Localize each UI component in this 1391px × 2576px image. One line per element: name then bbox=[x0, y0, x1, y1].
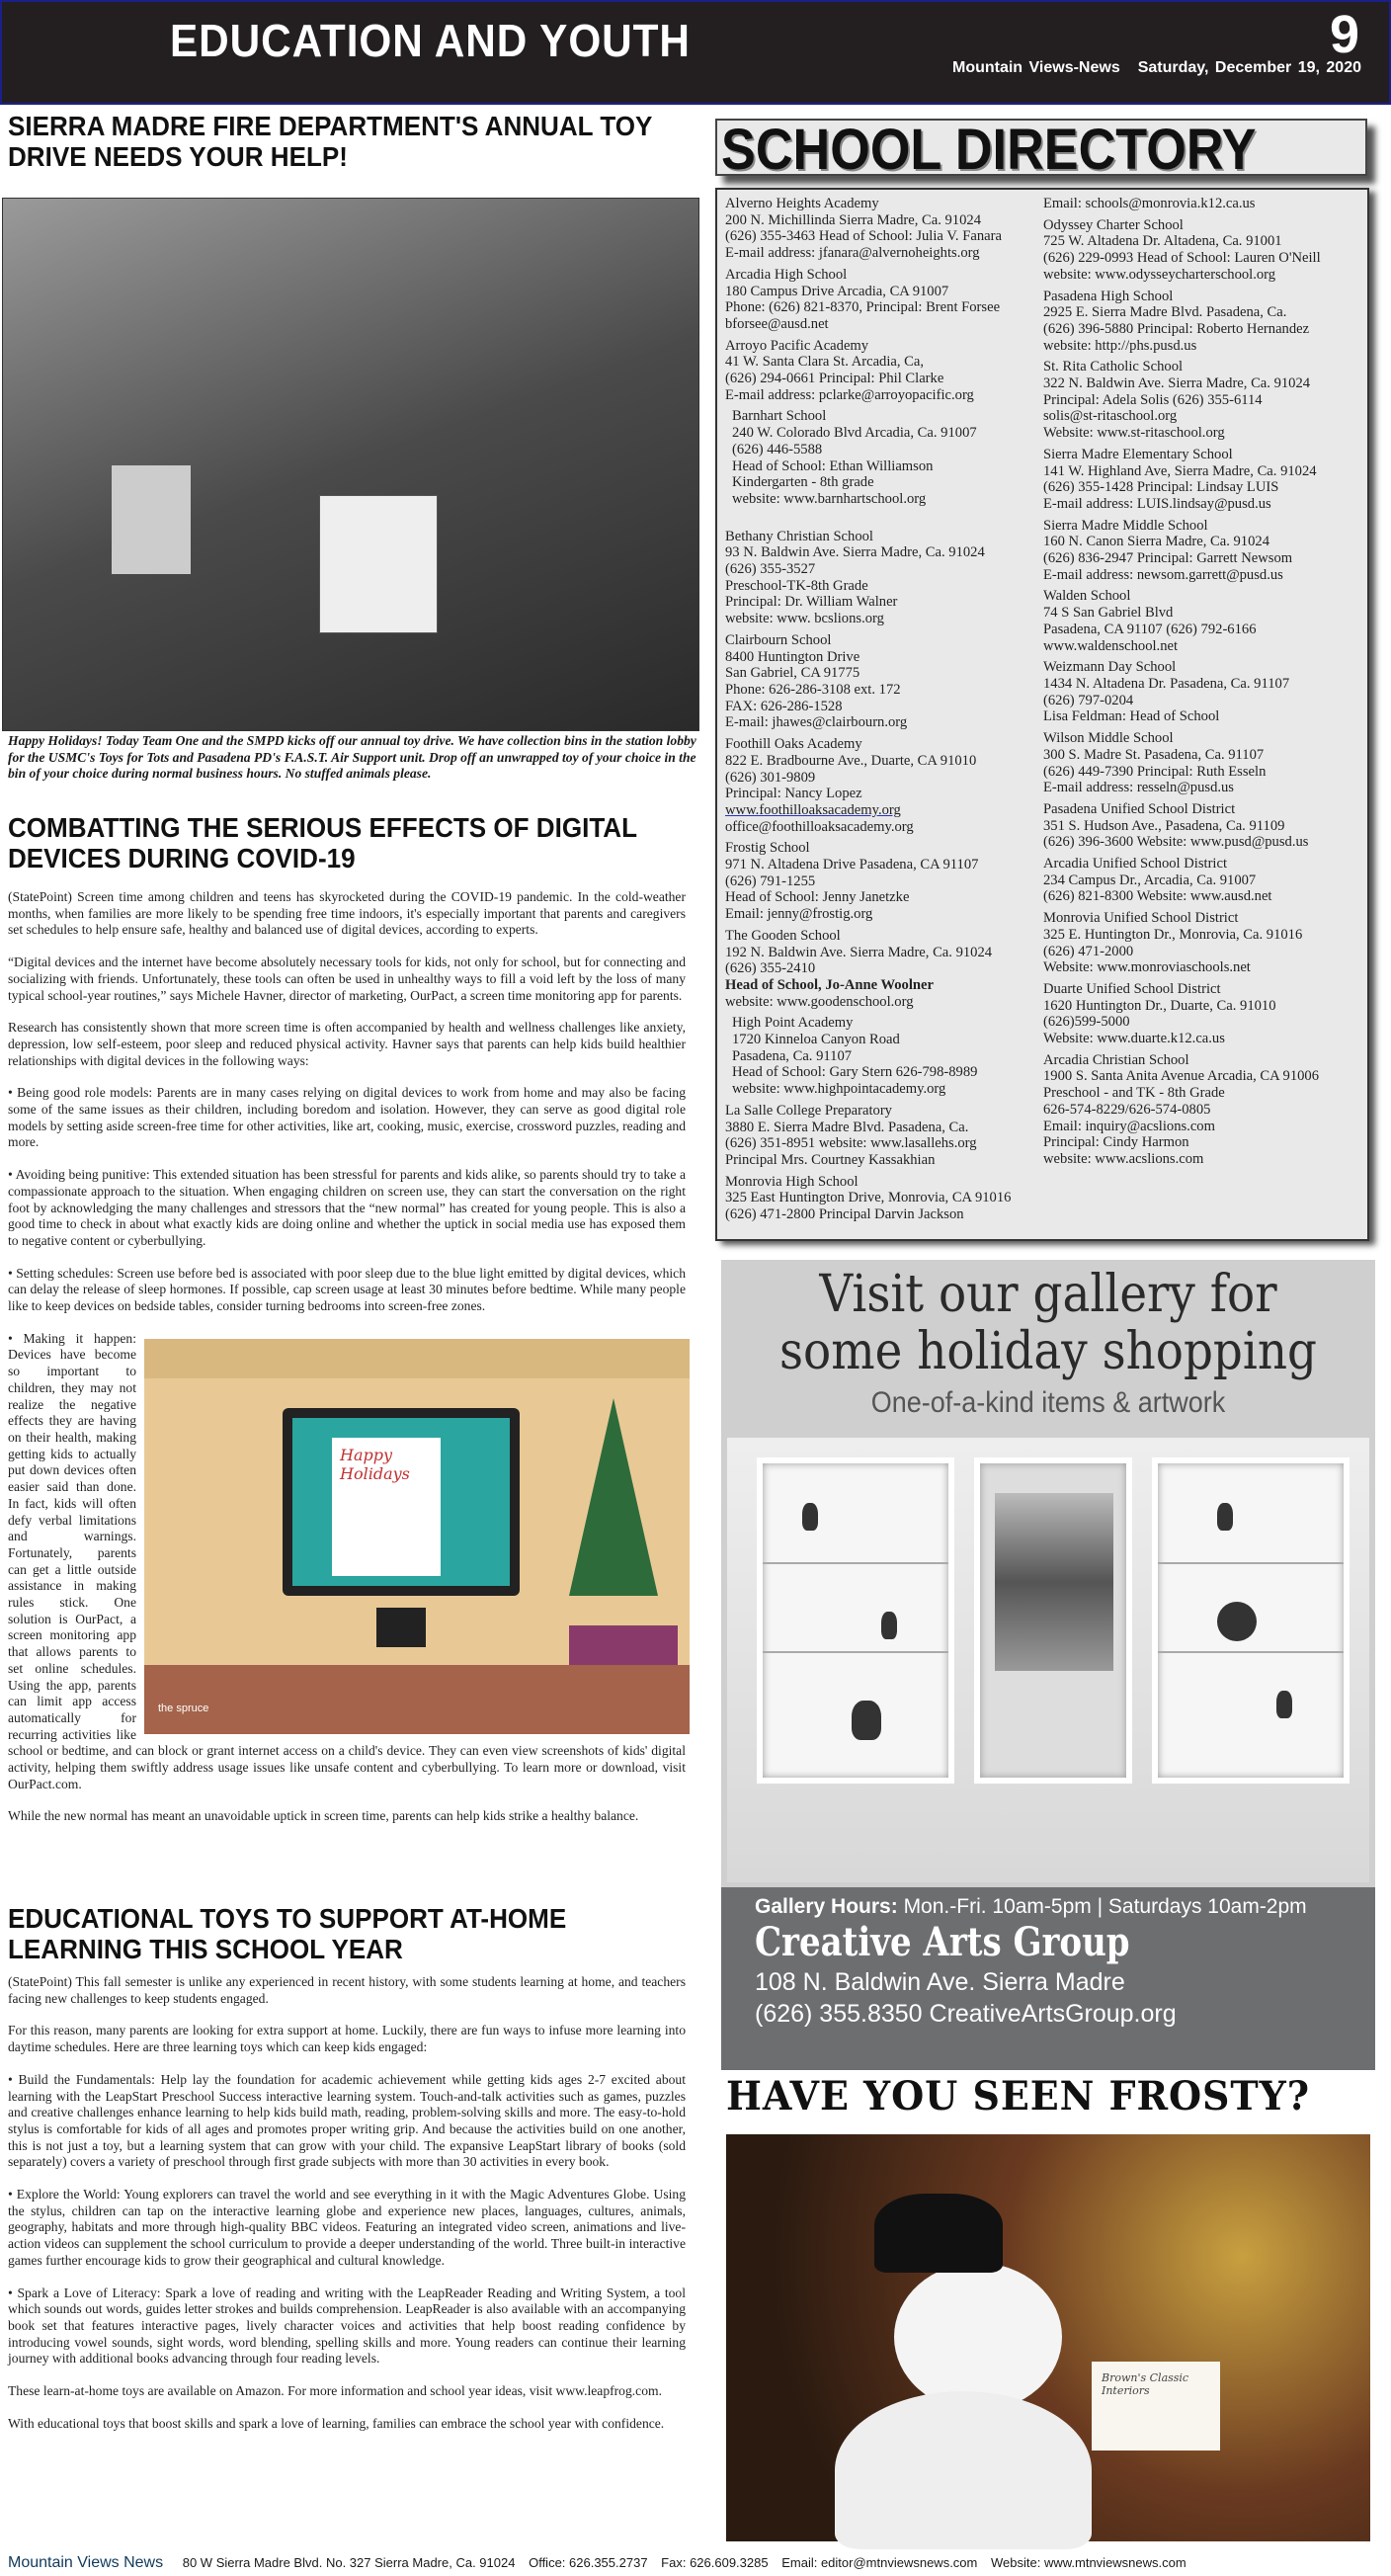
article-paragraph: • Setting schedules: Screen use before bed is associated with poor sleep due to the blue light emitted by digital devices, which can delay the release of sleep hormones. If possible, cap screen usage at least 30 minutes before bedtime. While many people like to keep devices on bedside tables, consider turning bedrooms into screen-free zones. bbox=[8, 1265, 686, 1314]
holiday-card: Happy Holidays bbox=[332, 1438, 441, 1576]
school-detail: (626) 396-5880 Principal: Roberto Hernandez bbox=[1043, 320, 1310, 337]
directory-entry bbox=[725, 408, 1043, 523]
school-detail: (626) 351-8951 website: www.lasallehs.org bbox=[725, 1135, 977, 1152]
school-name: Bethany Christian School bbox=[725, 528, 873, 544]
school-detail: 322 N. Baldwin Ave. Sierra Madre, Ca. 91024 bbox=[1043, 375, 1311, 392]
directory-entry bbox=[725, 1103, 1043, 1169]
christmas-tree bbox=[569, 1398, 658, 1596]
directory-entry bbox=[1043, 359, 1361, 442]
article-paragraph: While the new normal has meant an unavoidable uptick in screen time, parents can help kids strike a healthy balance. bbox=[8, 1808, 639, 1824]
school-detail: E-mail address: pclarke@arroyopacific.org bbox=[725, 386, 974, 403]
directory-entry bbox=[725, 928, 1043, 1011]
directory-entry bbox=[725, 840, 1043, 923]
school-detail: website: www. bcslions.org bbox=[725, 611, 884, 627]
gallery-ad-subtitle: One-of-a-kind items & artwork bbox=[870, 1386, 1226, 1419]
article-paragraph: • Making it happen: Devices have become so important to children, they may not realize the negative effects they are having on their health, making getting kids to actually put down devices often easier said than done. In fact, kids will often defy verbal limitations and warnings. Fortunately, parents can get a little outside assistance in making rules stick. One solution is OurPact, a screen monitoring app that allows parents to set online schedules. Using the app, parents can limit app access automatically for recurring activities like school or bedtime, and can block or grant internet access on a child's device. They can even view screenshots of kids' digital activity, helping them swiftly address usage issues like unsafe content and cyberbullying. To learn more or download, visit OurPact.com. bbox=[8, 1330, 686, 1791]
school-detail: (626) 396-3600 Website: www.pusd@pusd.us bbox=[1043, 834, 1309, 851]
directory-entry bbox=[1043, 910, 1361, 976]
school-name: St. Rita Catholic School bbox=[1043, 359, 1184, 375]
school-detail bbox=[732, 508, 1043, 524]
gallery-name: Creative Arts Group bbox=[755, 1919, 1130, 1965]
school-detail: 325 East Huntington Drive, Monrovia, CA 91016 bbox=[725, 1190, 1012, 1206]
directory-entry bbox=[1043, 981, 1361, 1047]
article-paragraph: • Spark a Love of Literacy: Spark a love of reading and writing with the LeapReader Reading and Writing System, a tool which sounds out words, guides letter strokes and builds comprehension. LeapReader is also available with an accompanying book set that features interactive pages, lively character voices and activities that help boost reading confidence by introducing vowel sounds, sight words, word blending, spelling skills and more. Young readers can continue their learning journey with additional books advancing through four reading levels. bbox=[8, 2285, 686, 2367]
school-detail: Preschool-TK-8th Grade bbox=[725, 577, 868, 594]
frosty-headline: HAVE YOU SEEN FROSTY? bbox=[726, 2073, 1310, 2119]
school-detail: Head of School: Ethan Williamson bbox=[732, 457, 934, 474]
school-name: Walden School bbox=[1043, 588, 1131, 605]
school-detail: E-mail address: resseln@pusd.us bbox=[1043, 780, 1234, 796]
school-detail: E-mail: jhawes@clairbourn.org bbox=[725, 714, 908, 731]
directory-entry bbox=[725, 267, 1043, 333]
school-name: Arroyo Pacific Academy bbox=[725, 337, 869, 354]
footer-website[interactable]: Website: www.mtnviewsnews.com bbox=[991, 2555, 1186, 2570]
school-detail: (626)599-5000 bbox=[1043, 1014, 1130, 1031]
article-paragraph: These learn-at-home toys are available on Amazon. For more information and school year ideas, visit www.leapfrog.com. bbox=[8, 2383, 662, 2399]
gallery-advertisement bbox=[721, 1260, 1375, 2070]
school-name: Frostig School bbox=[725, 840, 810, 857]
directory-entry bbox=[1043, 1052, 1361, 1168]
school-detail: Website: www.monroviaschools.net bbox=[1043, 959, 1251, 976]
directory-entry bbox=[725, 196, 1043, 262]
school-detail: 180 Campus Drive Arcadia, CA 91007 bbox=[725, 283, 949, 299]
snowman-photo bbox=[726, 2134, 1370, 2541]
directory-entry bbox=[1043, 447, 1361, 513]
center-artwork-panel bbox=[974, 1457, 1132, 1784]
directory-entry bbox=[1043, 659, 1361, 725]
monitor-stand bbox=[376, 1608, 426, 1647]
footer-fax: Fax: 626.609.3285 bbox=[661, 2555, 769, 2570]
directory-entry bbox=[725, 736, 1043, 835]
school-detail: FAX: 626-286-1528 bbox=[725, 698, 843, 714]
school-detail: 93 N. Baldwin Ave. Sierra Madre, Ca. 91024 bbox=[725, 544, 985, 561]
school-detail: 192 N. Baldwin Ave. Sierra Madre, Ca. 91024 bbox=[725, 944, 993, 960]
school-detail: (626) 355-2410 bbox=[725, 960, 816, 977]
directory-entry bbox=[725, 1015, 1043, 1098]
school-detail: E-mail address: newsom.garrett@pusd.us bbox=[1043, 566, 1283, 583]
school-detail: 1900 S. Santa Anita Avenue Arcadia, CA 91006 bbox=[1043, 1068, 1320, 1085]
digital-devices-headline: COMBATTING THE SERIOUS EFFECTS OF DIGITAL DEVICES DURING COVID-19 bbox=[8, 812, 637, 873]
footer-email[interactable]: Email: editor@mtnviewsnews.com bbox=[781, 2555, 978, 2570]
school-name: Clairbourn School bbox=[725, 631, 832, 648]
school-detail: Email: jenny@frostig.org bbox=[725, 906, 873, 923]
school-detail: Head of School: Jenny Janetzke bbox=[725, 889, 910, 906]
article-paragraph: “Digital devices and the internet have become absolutely necessary tools for kids, not only for school, but for connecting and socializing with friends. Unfortunately, these tools can often be used in unhealthy ways to fill a void left by the loss of many typical school-year routines,” says Michele Havner, director of marketing, OurPact, a screen time monitoring app for parents. bbox=[8, 955, 686, 1003]
school-detail: E-mail address: jfanara@alvernoheights.org bbox=[725, 245, 980, 262]
monitor bbox=[283, 1408, 520, 1596]
educational-toys-article bbox=[8, 1974, 686, 2448]
snowman-hat bbox=[874, 2194, 1003, 2273]
school-detail: 160 N. Canon Sierra Madre, Ca. 91024 bbox=[1043, 534, 1269, 550]
directory-entry bbox=[725, 1174, 1043, 1223]
school-detail: 725 W. Altadena Dr. Altadena, Ca. 91001 bbox=[1043, 233, 1282, 250]
article-paragraph: For this reason, many parents are looking for extra support at home. Luckily, there are fun ways to infuse more learning into daytime schedules. Here are three learning toys which can keep kids engaged: bbox=[8, 2023, 686, 2055]
directory-entry bbox=[725, 529, 1043, 627]
school-detail: (626) 355-1428 Principal: Lindsay LUIS bbox=[1043, 479, 1279, 496]
page-footer bbox=[0, 2554, 1391, 2576]
school-detail: 971 N. Altadena Drive Pasadena, CA 91107 bbox=[725, 857, 979, 873]
article-paragraph: (StatePoint) This fall semester is unlike any experienced in recent history, with some students learning at home, and teachers facing new challenges to keep students engaged. bbox=[8, 1974, 686, 2006]
gallery-ad-title: Visit our gallery for some holiday shopping bbox=[779, 1265, 1317, 1381]
holiday-screen-illustration bbox=[144, 1339, 690, 1734]
school-detail: (626) 791-1255 bbox=[725, 873, 816, 889]
directory-entry bbox=[1043, 730, 1361, 796]
section-title: EDUCATION AND YOUTH bbox=[170, 15, 691, 66]
directory-entry bbox=[1043, 196, 1361, 212]
monitor-screen bbox=[292, 1418, 510, 1586]
wall-trim bbox=[144, 1339, 690, 1378]
gallery-info-bar bbox=[721, 1887, 1375, 2070]
school-detail: 200 N. Michillinda Sierra Madre, Ca. 91024 bbox=[725, 211, 981, 228]
school-detail: www.waldenschool.net bbox=[1043, 637, 1179, 654]
collection-bin bbox=[112, 465, 191, 574]
desk bbox=[144, 1665, 690, 1734]
school-name: La Salle College Preparatory bbox=[725, 1102, 892, 1119]
school-detail: Website: www.duarte.k12.ca.us bbox=[1043, 1031, 1225, 1047]
school-detail: E-mail address: LUIS.lindsay@pusd.us bbox=[1043, 495, 1271, 512]
school-detail: (626) 229-0993 Head of School: Lauren O'Neill bbox=[1043, 250, 1321, 267]
school-detail: 141 W. Highland Ave, Sierra Madre, Ca. 91024 bbox=[1043, 462, 1317, 479]
school-detail: (626) 821-8300 Website: www.ausd.net bbox=[1043, 888, 1272, 905]
school-detail: (626) 355-3463 Head of School: Julia V. Fanara bbox=[725, 228, 1002, 245]
school-name: Email: schools@monrovia.k12.ca.us bbox=[1043, 196, 1256, 211]
school-detail: Principal: Adela Solis (626) 355-6114 bbox=[1043, 391, 1263, 408]
school-detail: 351 S. Hudson Ave., Pasadena, Ca. 91109 bbox=[1043, 817, 1285, 834]
school-detail: (626) 449-7390 Principal: Ruth Esseln bbox=[1043, 763, 1267, 780]
publication-line bbox=[952, 59, 1361, 77]
school-detail: Principal Mrs. Courtney Kassakhian bbox=[725, 1151, 936, 1168]
directory-column-left bbox=[725, 196, 1043, 1239]
school-detail: website: www.highpointacademy.org bbox=[732, 1081, 946, 1098]
school-detail: office@foothilloaksacademy.org bbox=[725, 818, 914, 835]
school-name: Monrovia High School bbox=[725, 1173, 859, 1190]
school-detail: Head of School, Jo-Anne Woolner bbox=[725, 976, 934, 993]
article-paragraph: • Build the Fundamentals: Help lay the foundation for academic achievement while getting kids ages 2-7 excited about learning with the LeapStart Preschool Success interactive learning system. Touch-and-talk activities such as games, puzzles and creative challenges enhance learning to help kids build math, reading, problem-solving skills and more. The easy-to-hold stylus is comfortable for kids of all ages and promotes proper writing grip. And because the activities build on one another, this is not just a toy, but a learning system that can grow with your child. The expansive LeapStart library of books (sold separately) covers a variety of preschool through first grade subjects with more than 30 activities in every book. bbox=[8, 2071, 686, 2170]
school-detail: (626) 836-2947 Principal: Garrett Newsom bbox=[1043, 550, 1293, 567]
school-detail: 626-574-8229/626-574-0805 bbox=[1043, 1101, 1211, 1118]
school-detail: Principal: Dr. William Walner bbox=[725, 594, 898, 611]
toy-drive-photo bbox=[2, 198, 699, 731]
school-detail: 74 S San Gabriel Blvd bbox=[1043, 605, 1174, 622]
school-detail: 1720 Kinneloa Canyon Road bbox=[732, 1032, 900, 1048]
school-detail: Principal: Cindy Harmon bbox=[1043, 1134, 1189, 1151]
school-detail: Pasadena, Ca. 91107 bbox=[732, 1047, 853, 1064]
school-name: Duarte Unified School District bbox=[1043, 980, 1221, 997]
directory-column-right bbox=[1043, 196, 1361, 1239]
article-paragraph: With educational toys that boost skills and spark a love of learning, families can embrace the school year with confidence. bbox=[8, 2415, 665, 2431]
school-detail: Pasadena, CA 91107 (626) 792-6166 bbox=[1043, 621, 1257, 637]
school-name: High Point Academy bbox=[732, 1015, 854, 1032]
school-detail: Phone: (626) 821-8370, Principal: Brent Forsee bbox=[725, 299, 1001, 316]
school-detail: website: www.odysseycharterschool.org bbox=[1043, 266, 1276, 283]
school-detail: Head of School: Gary Stern 626-798-8989 bbox=[732, 1064, 978, 1081]
article-paragraph: Research has consistently shown that more screen time is often accompanied by health and wellness challenges like anxiety, depression, low self-esteem, poor sleep and reduced physical activity. Havner says that parents can help kids build healthier relationships with digital devices in the following ways: bbox=[8, 1020, 686, 1068]
directory-entry bbox=[1043, 217, 1361, 284]
school-detail: San Gabriel, CA 91775 bbox=[725, 665, 860, 682]
school-name: The Gooden School bbox=[725, 927, 841, 944]
school-name: Arcadia High School bbox=[725, 266, 848, 283]
gallery-interior-photo bbox=[727, 1438, 1369, 1882]
school-detail: Phone: 626-286-3108 ext. 172 bbox=[725, 681, 901, 698]
directory-entry bbox=[1043, 289, 1361, 355]
illustration-credit: the spruce bbox=[158, 1702, 209, 1714]
article-paragraph: (StatePoint) Screen time among children and teens has skyrocketed during the COVID-19 pandemic. In the cold-weather months, when families are more likely to be spending free time indoors, it's especially important that parents and caregivers set schedules to help ensure safe, healthy and balanced use of digital devices, according to experts. bbox=[8, 889, 686, 938]
footer-address: 80 W Sierra Madre Blvd. No. 327 Sierra Madre, Ca. 91024 bbox=[182, 2555, 516, 2570]
gallery-hours: Mon.-Fri. 10am-5pm | Saturdays 10am-2pm bbox=[903, 1895, 1307, 1918]
school-detail: (626) 471-2000 bbox=[1043, 943, 1134, 959]
toy-drive-headline: SIERRA MADRE FIRE DEPARTMENT'S ANNUAL TOY DRIVE NEEDS YOUR HELP! bbox=[8, 111, 652, 172]
school-detail: (626) 797-0204 bbox=[1043, 692, 1134, 708]
snowman-body bbox=[835, 2391, 1092, 2549]
school-name: Sierra Madre Elementary School bbox=[1043, 446, 1233, 462]
photo-caption: Happy Holidays! Today Team One and the SMPD kicks off our annual toy drive. We have collection bins in the station lobby for the USMC's Toys for Tots and Pasadena PD's F.A.S.T. Air Support unit. Drop off an unwrapped toy of your choice in the bin of your choice during normal business hours. No stuffed animals please. bbox=[8, 733, 696, 781]
school-detail: Email: inquiry@acslions.com bbox=[1043, 1118, 1215, 1134]
school-detail: (626) 294-0661 Principal: Phil Clarke bbox=[725, 371, 944, 387]
gallery-hours-label: Gallery Hours: bbox=[755, 1895, 898, 1918]
gallery-address: 108 N. Baldwin Ave. Sierra Madre bbox=[755, 1968, 1125, 1996]
directory-entry bbox=[725, 338, 1043, 404]
school-detail: 325 E. Huntington Dr., Monrovia, Ca. 91016 bbox=[1043, 926, 1303, 943]
page-header bbox=[0, 0, 1391, 105]
school-detail: 240 W. Colorado Blvd Arcadia, Ca. 91007 bbox=[732, 425, 977, 442]
school-name: Barnhart School bbox=[732, 408, 827, 425]
school-detail: Principal: Nancy Lopez bbox=[725, 786, 862, 802]
school-name: Monrovia Unified School District bbox=[1043, 910, 1239, 927]
display-cabinet bbox=[1152, 1457, 1350, 1784]
school-detail: 234 Campus Dr., Arcadia, Ca. 91007 bbox=[1043, 872, 1257, 888]
snowman-head bbox=[894, 2263, 1062, 2411]
school-detail: (626) 446-5588 bbox=[732, 441, 823, 457]
school-detail: (626) 301-9809 bbox=[725, 769, 816, 786]
school-name: Weizmann Day School bbox=[1043, 659, 1177, 676]
school-name: Arcadia Unified School District bbox=[1043, 856, 1228, 873]
school-detail: website: www.acslions.com bbox=[1043, 1150, 1204, 1167]
school-detail: Lisa Feldman: Head of School bbox=[1043, 708, 1220, 725]
school-directory bbox=[715, 188, 1369, 1241]
school-name: Pasadena Unified School District bbox=[1043, 800, 1236, 817]
store-sign: Brown's Classic Interiors bbox=[1092, 2362, 1220, 2451]
school-directory-title: SCHOOL DIRECTORY bbox=[721, 118, 1257, 182]
school-detail: 1434 N. Altadena Dr. Pasadena, Ca. 91107 bbox=[1043, 675, 1290, 692]
article-paragraph: • Avoiding being punitive: This extended situation has been stressful for parents and kids alike, so parents should try to take a compassionate approach to the situation. When engaging children on screen use, they can start the conversation on the right foot by acknowledging the many challenges and stressors that the “new normal” has created for young people. This is also a good time to check in about what exactly kids are doing online and whether the uptick in social media use has exposed them to negative content or cyberbullying. bbox=[8, 1167, 686, 1248]
school-detail: 1620 Huntington Dr., Duarte, Ca. 91010 bbox=[1043, 997, 1276, 1014]
school-detail: 2925 E. Sierra Madre Blvd. Pasadena, Ca. bbox=[1043, 304, 1287, 321]
school-directory-banner bbox=[715, 118, 1367, 182]
school-name: Foothill Oaks Academy bbox=[725, 736, 862, 753]
school-detail: 822 E. Bradbourne Ave., Duarte, CA 91010 bbox=[725, 752, 977, 769]
article-paragraph: • Explore the World: Young explorers can travel the world and see everything in it with the Magic Adventures Globe. Using the stylus, children can tap on the interactive learning globe and experience new places, languages, cultures, animals, geography, habitats and more through high-quality BBC videos. Featuring an integrated video screen, animations and live-action videos can supplement the school curriculum to provide a deeper understanding of the world. Three built-in interactive games further encourage kids to grow their geographical and cultural knowledge. bbox=[8, 2187, 686, 2268]
school-detail: (626) 471-2800 Principal Darvin Jackson bbox=[725, 1206, 964, 1223]
school-name: Pasadena High School bbox=[1043, 288, 1174, 304]
publication-name: Mountain Views-News bbox=[951, 59, 1120, 76]
issue-date: Saturday, December 19, 2020 bbox=[1137, 59, 1361, 76]
school-detail: website: http://phs.pusd.us bbox=[1043, 337, 1197, 354]
footer-office: Office: 626.355.2737 bbox=[529, 2555, 648, 2570]
school-detail: website: www.goodenschool.org bbox=[725, 993, 914, 1010]
school-detail: 8400 Huntington Drive bbox=[725, 648, 860, 665]
school-detail: 41 W. Santa Clara St. Arcadia, Ca, bbox=[725, 354, 925, 371]
educational-toys-headline: EDUCATIONAL TOYS TO SUPPORT AT-HOME LEARNING THIS SCHOOL YEAR bbox=[8, 1903, 567, 1964]
page-number: 9 bbox=[1329, 5, 1359, 64]
school-detail: website: www.barnhartschool.org bbox=[732, 490, 927, 507]
display-cabinet bbox=[757, 1457, 954, 1784]
school-website-link[interactable]: www.foothilloaksacademy.org bbox=[725, 801, 901, 818]
school-detail: Kindergarten - 8th grade bbox=[732, 474, 874, 491]
school-detail: (626) 355-3527 bbox=[725, 561, 816, 578]
school-name: Arcadia Christian School bbox=[1043, 1051, 1189, 1068]
directory-entry bbox=[1043, 856, 1361, 905]
toys-for-tots-bin bbox=[319, 495, 438, 633]
school-detail: 300 S. Madre St. Pasadena, Ca. 91107 bbox=[1043, 746, 1265, 763]
directory-entry bbox=[725, 632, 1043, 731]
school-detail: bforsee@ausd.net bbox=[725, 315, 829, 332]
school-name: Odyssey Charter School bbox=[1043, 216, 1184, 233]
school-name: Alverno Heights Academy bbox=[725, 196, 879, 211]
footer-brand: Mountain Views News bbox=[8, 2554, 164, 2571]
school-detail: Website: www.st-ritaschool.org bbox=[1043, 425, 1225, 442]
school-detail: Preschool - and TK - 8th Grade bbox=[1043, 1085, 1225, 1102]
abstract-painting bbox=[995, 1493, 1113, 1671]
directory-entry bbox=[1043, 801, 1361, 851]
directory-entry bbox=[1043, 518, 1361, 584]
article-paragraph: • Being good role models: Parents are in many cases relying on digital devices to work from home and may also be facing some of the same issues as their children, including boredom and isolation. However, they can serve as good digital role models by setting aside screen-free time for other activities, like art, cooking, music, exercise, crossword puzzles, reading and more. bbox=[8, 1085, 686, 1150]
school-name: Sierra Madre Middle School bbox=[1043, 517, 1208, 534]
school-detail: solis@st-ritaschool.org bbox=[1043, 408, 1178, 425]
school-detail: 3880 E. Sierra Madre Blvd. Pasadena, Ca. bbox=[725, 1119, 969, 1135]
digital-devices-article bbox=[8, 889, 686, 1841]
gallery-contact: (626) 355.8350 CreativeArtsGroup.org bbox=[755, 2000, 1177, 2028]
school-name: Wilson Middle School bbox=[1043, 730, 1174, 747]
directory-entry bbox=[1043, 588, 1361, 654]
